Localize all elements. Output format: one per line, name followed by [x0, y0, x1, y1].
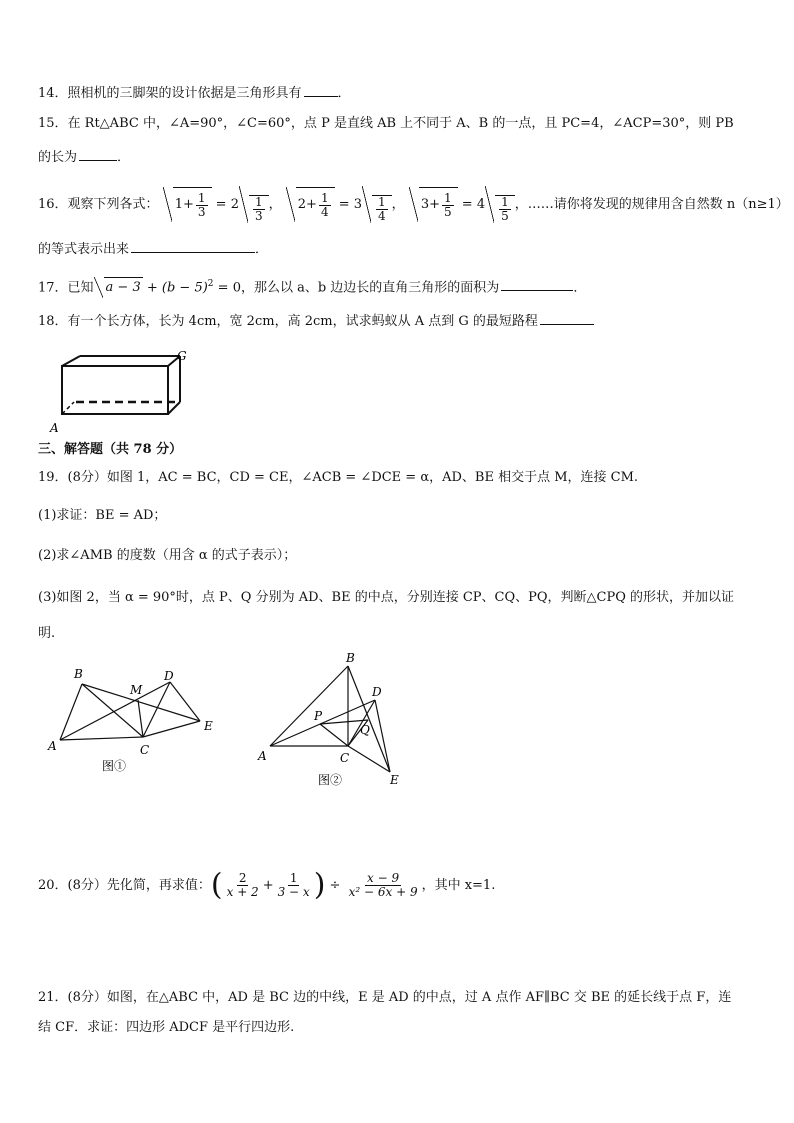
answer-blank: [540, 310, 594, 325]
point-C: C: [140, 743, 150, 757]
section-heading: 三、解答题（共 78 分）: [38, 442, 183, 457]
answer-blank: [131, 238, 255, 253]
point-E: E: [204, 719, 213, 733]
question-14: [38, 82, 351, 104]
label-A: A: [50, 421, 59, 435]
question-19-part3: (3)如图 2，当 α = 90°时，点 P、Q 分别为 AD、BE 的中点，分别连接 CP、CQ、PQ，判断△CPQ 的形状，并加以证: [38, 590, 735, 605]
q20-suffix: ，其中 x=1.: [421, 878, 496, 893]
cuboid-figure: [40, 346, 200, 436]
question-15-line2: [38, 146, 130, 168]
answer-blank: [304, 82, 338, 97]
sqrt-expression: $\frac{1}{4}$: [362, 186, 392, 223]
sqrt-expression: a − 3: [94, 277, 143, 298]
q17-text: ，那么以 a、b 边边长的直角三角形的面积为: [240, 280, 500, 296]
question-21-line1: 21．(8分）如图，在△ABC 中，AD 是 BC 边的中线，E 是 AD 的中点，过 A 点作 AF∥BC 交 BE 的延长线于点 F，连: [38, 990, 732, 1005]
question-16-line2: [38, 238, 268, 260]
sqrt-expression: $\frac{1}{3}$: [239, 186, 269, 223]
point-P: P: [314, 709, 323, 723]
fraction: $\frac{1}{3 - x}$: [277, 871, 310, 899]
q15-text: 15．在 Rt△ABC 中，∠A=90°，∠C=60°，点 P 是直线 AB 上不同于 A、B 的一点，且 PC=4，∠ACP=30°，则 PB: [38, 116, 734, 131]
question-21-line2: 结 CF．求证：四边形 ADCF 是平行四边形.: [38, 1020, 295, 1035]
point-E: E: [390, 773, 399, 787]
point-A: A: [258, 749, 267, 763]
question-18: [38, 310, 594, 332]
point-A: A: [48, 739, 57, 753]
point-B: B: [74, 667, 83, 681]
q16-suffix: ，……请你将发现的规律用含自然数 n（n≥1）: [514, 197, 789, 212]
question-16-line1: 16．观察下列各式： 1 + $\frac{1}{3}$ = 2 $\frac{1}{3}$ ， 2 + $\frac{1}{4}$ = 3 $\frac{1}{4}$ ， 3 + $\frac{1}{5}$ = 4 $\frac{1}{5}$ ，……请你将发现的规律用含自然数 n（n≥1）: [38, 186, 789, 223]
q16-text-2: 的等式表示出来: [38, 242, 130, 257]
q18-text: 18．有一个长方体，长为 4cm，宽 2cm，高 2cm，试求蚂蚁从 A 点到 G 的最短路程: [38, 314, 538, 329]
figure-1-caption: 图①: [102, 759, 127, 773]
question-19-part3-cont: 明.: [38, 626, 56, 641]
point-B: B: [346, 651, 355, 665]
question-19-part2: (2)求∠AMB 的度数（用含 α 的式子表示）；: [38, 548, 297, 563]
point-M: M: [130, 683, 143, 697]
q20-prefix: 20．(8分）先化简，再求值：: [38, 878, 211, 893]
question-19-intro: 19．(8分）如图 1，AC = BC，CD = CE，∠ACB = ∠DCE = α，AD、BE 相交于点 M，连接 CM.: [38, 470, 639, 485]
q14-text: 14．照相机的三脚架的设计依据是三角形具有: [38, 86, 302, 101]
point-D: D: [164, 669, 174, 683]
sqrt-expression: $\frac{1}{5}$: [485, 186, 515, 223]
label-G: G: [177, 349, 187, 363]
q14-tail: ．: [337, 86, 351, 101]
figure-2: [250, 650, 420, 795]
sqrt-expression: 2 + $\frac{1}{4}$: [286, 187, 335, 222]
point-Q: Q: [360, 723, 370, 737]
q16-tail: ．: [255, 242, 269, 257]
q17-prefix: 17．已知: [38, 280, 94, 296]
box-front-face: [62, 366, 168, 414]
answer-blank: [79, 146, 117, 161]
q15-tail: ．: [117, 150, 131, 165]
fraction: $\frac{2}{x + 2}$: [226, 871, 259, 899]
question-20: 20．(8分）先化简，再求值：( $\frac{2}{x + 2}$ + $\frac{1}{3 - x}$ ) ÷ $\frac{x - 9}{\text{x² − 6x + 9}}$ ，其中 x=1.: [38, 867, 496, 903]
q17-tail: ．: [573, 280, 587, 296]
point-D: D: [372, 685, 382, 699]
figure-2-caption: 图②: [318, 773, 343, 787]
point-C: C: [340, 751, 350, 765]
figure-1: [40, 660, 230, 780]
fraction: $\frac{x - 9}{\text{x² − 6x + 9}}$: [348, 871, 418, 899]
question-15-line1: [38, 114, 734, 134]
sqrt-expression: 3 + $\frac{1}{5}$: [409, 187, 458, 222]
q15-text-2: 的长为: [38, 150, 78, 165]
q16-prefix: 16．观察下列各式：: [38, 197, 159, 212]
sqrt-expression: 1 + $\frac{1}{3}$: [163, 187, 212, 222]
question-19-part1: (1)求证：BE = AD；: [38, 508, 167, 523]
answer-blank: [501, 276, 573, 291]
question-17: 17．已知 $a - 3 + (b - 5)^2 = 0$，那么以 a、b 边边长的直角三角形的面积为 ．: [38, 274, 586, 298]
